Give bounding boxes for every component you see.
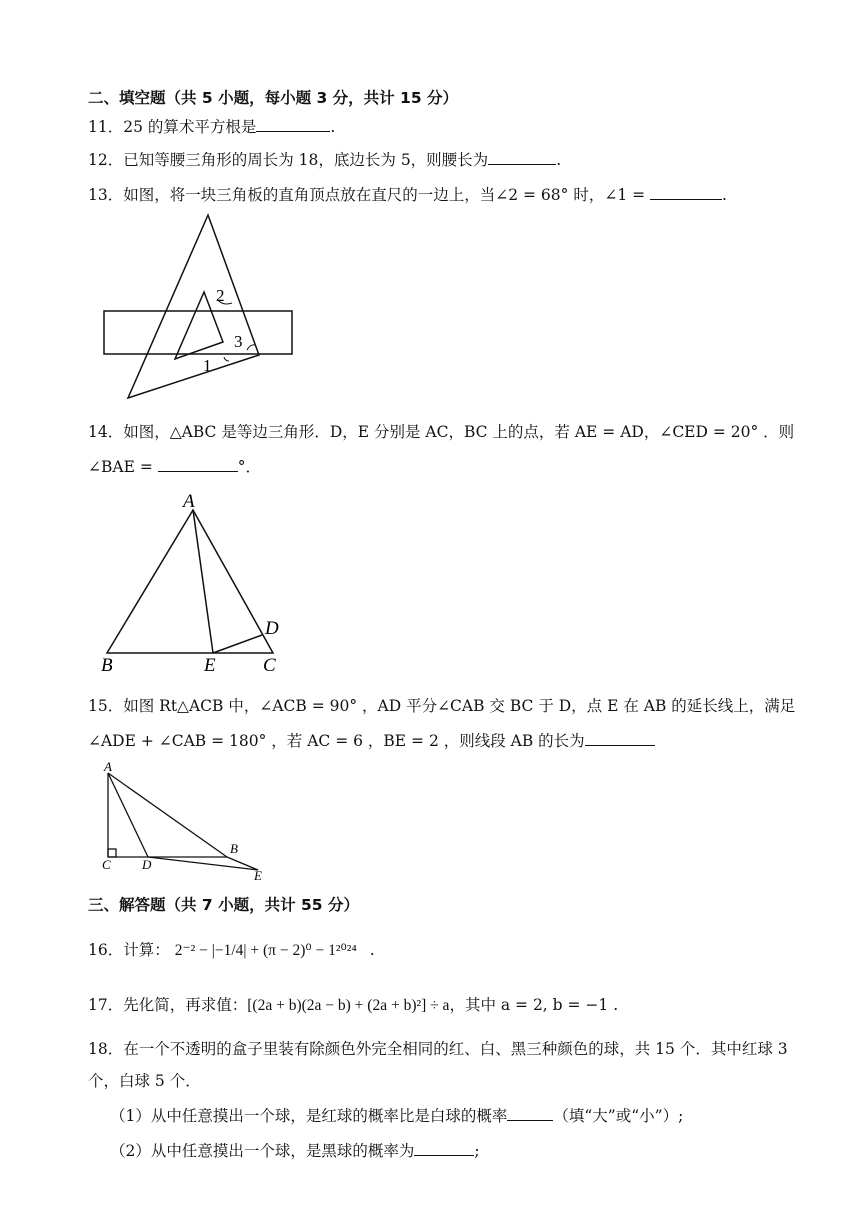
math-expression: [(2a + b)(2a − b) + (2a + b)²] ÷ a [247,997,450,1014]
question-18-part2: （2）从中任意摸出一个球，是黑球的概率为 ; [110,1142,480,1160]
answer-blank[interactable] [488,150,556,165]
question-12: 12．已知等腰三角形的周长为 18，底边长为 5，则腰长为 . [88,148,561,170]
question-text: 如图 Rt△ACB 中，∠ACB = 90° ，AD 平分∠CAB 交 BC 于 D，点 E 在 AB 的延长线上，满足 [123,697,796,715]
label-angle-1: 1 [203,356,212,375]
question-number: 16． [88,941,124,959]
label-angle-3: 3 [234,332,243,351]
label-B: B [230,841,238,856]
question-number: 11． [88,118,124,136]
answer-blank[interactable] [650,185,722,200]
question-number: 18． [88,1040,124,1058]
question-15-line2: ∠ADE + ∠CAB = 180° ，若 AC = 6 ，BE = 2 ，则线段 AB 的长为 [88,729,655,751]
answer-blank[interactable] [507,1106,553,1121]
question-text: 在一个不透明的盒子里装有除颜色外完全相同的红、白、黑三种颜色的球，共 15 个．其中红球 3 [123,1040,788,1058]
question-18-line2: 个，白球 5 个． [88,1072,201,1090]
question-13: 13．如图，将一块三角板的直角顶点放在直尺的一边上，当∠2 = 68° 时，∠1 = . [88,183,727,205]
question-text: 已知等腰三角形的周长为 18，底边长为 5，则腰长为 [123,151,489,169]
question-15 [88,694,795,716]
answer-blank[interactable] [158,457,238,472]
figure-q15-right-triangle [95,755,275,885]
question-number: 12． [88,151,124,169]
label-C: C [102,857,111,872]
label-A: A [183,491,195,512]
label-E: E [204,655,216,676]
label-E: E [254,868,262,883]
question-text: 如图，将一块三角板的直角顶点放在直尺的一边上，当∠2 = 68° 时，∠1 = [123,186,646,204]
question-11: 11．25 的算术平方根是 . [88,115,335,137]
figure-q14-equilateral-triangle [95,485,295,680]
section-3-title: 三、解答题（共 7 小题，共计 55 分） [88,896,359,914]
label-D: D [142,857,152,872]
question-number: 13． [88,186,124,204]
question-14 [88,420,794,442]
question-18 [88,1037,788,1059]
label-A: A [104,759,112,774]
label-angle-2: 2 [216,286,225,305]
figure-q13-triangle-ruler [95,210,305,405]
question-text: 如图，△ABC 是等边三角形．D，E 分别是 AC，BC 上的点，若 AE = AD，∠CED = 20° ．则 [123,423,795,441]
question-number: 15． [88,697,124,715]
question-number: 14． [88,423,124,441]
label-D: D [265,618,279,639]
math-expression: 2⁻² − |−1/4| + (π − 2)⁰ − 1²⁰²⁴ [174,942,357,959]
label-C: C [263,655,276,676]
section-2-title: 二、填空题（共 5 小题，每小题 3 分，共计 15 分） [88,89,459,107]
answer-blank[interactable] [414,1141,474,1156]
question-16: 16．计算： 2⁻² − |−1/4| + (π − 2)⁰ − 1²⁰²⁴ . [88,938,375,960]
answer-blank[interactable] [256,117,330,132]
question-14-line2: ∠BAE = °． [88,458,262,476]
label-B: B [101,655,113,676]
question-number: 17． [88,996,124,1014]
question-18-part1: （1）从中任意摸出一个球，是红球的概率比是白球的概率 （填“大”或“小”）; [110,1107,684,1125]
question-text: 25 的算术平方根是 [123,118,257,136]
question-17: 17．先化简，再求值：[(2a + b)(2a − b) + (2a + b)²] ÷ a，其中 a = 2, b = −1 . [88,993,618,1015]
answer-blank[interactable] [585,731,655,746]
